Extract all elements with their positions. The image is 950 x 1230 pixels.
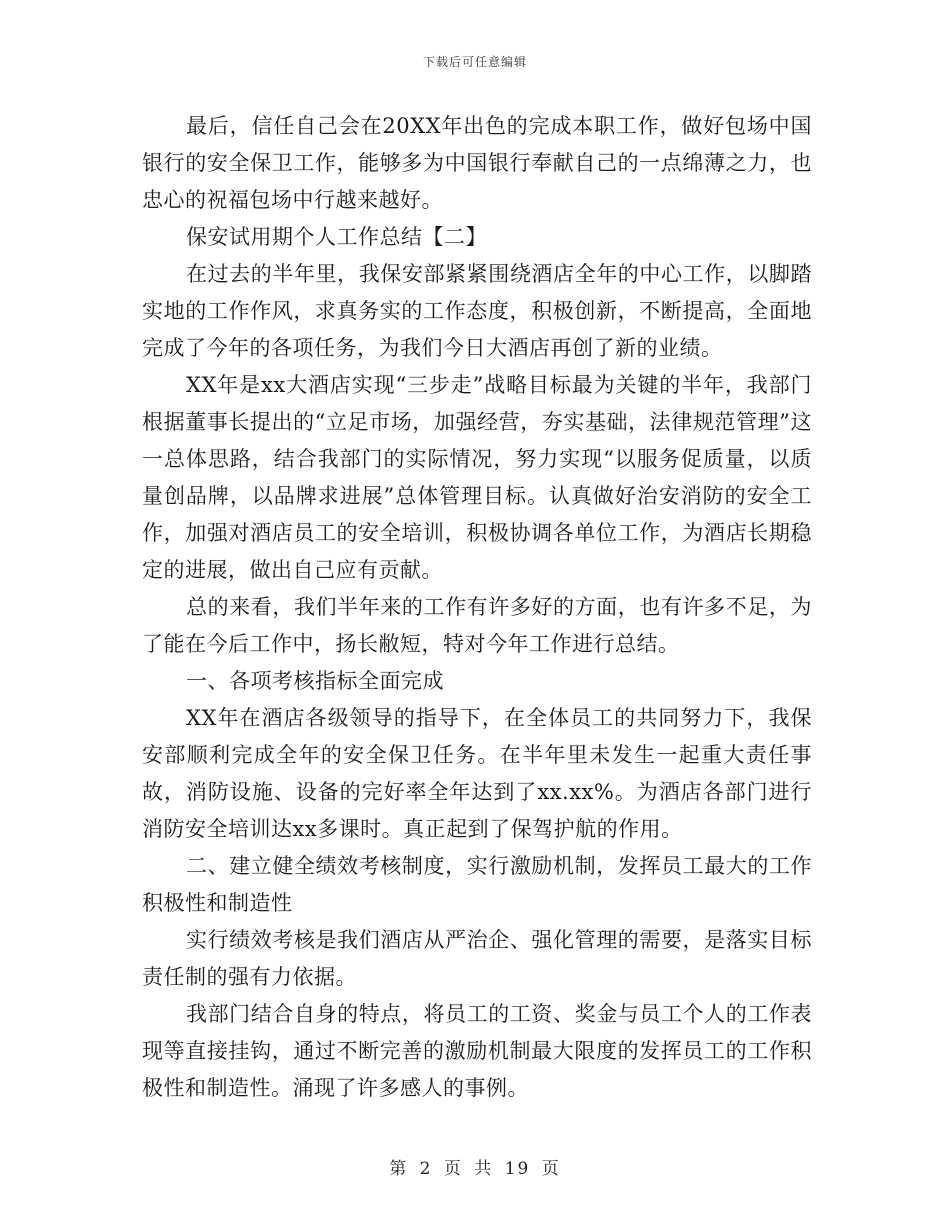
header-note: 下载后可任意编辑 [422, 55, 527, 69]
paragraph-summary: 总的来看，我们半年来的工作有许多好的方面，也有许多不足，为了能在今后工作中，扬长敝短，特对今年工作进行总结。 [142, 595, 812, 656]
paragraph-targets: XX年在酒店各级领导的指导下，在全体员工的共同努力下，我保安部顺利完成全年的安全保卫任务。在半年里未发生一起重大责任事故，消防设施、设备的完好率全年达到了xx.xx%。为酒店各部门进行消防安全培训达xx多课时。真正起到了保驾护航的作用。 [142, 706, 812, 841]
paragraph-intro: 在过去的半年里，我保安部紧紧围绕酒店全年的中心工作，以脚踏实地的工作作风，求真务实的工作态度，积极创新，不断提高，全面地完成了今年的各项任务，为我们今日大酒店再创了新的业绩。 [142, 262, 812, 360]
paragraph-closing: 最后，信任自己会在20XX年出色的完成本职工作，做好包场中国银行的安全保卫工作，能够多为中国银行奉献自己的一点绵薄之力，也忠心的祝福包场中行越来越好。 [142, 114, 812, 212]
heading-one: 一、各项考核指标全面完成 [186, 669, 444, 693]
section-title: 保安试用期个人工作总结【二】 [186, 225, 487, 249]
paragraph-incentives: 我部门结合自身的特点，将员工的工资、奖金与员工个人的工作表现等直接挂钩，通过不断完善的激励机制最大限度的发挥员工的工作积极性和制造性。涌现了许多感人的事例。 [142, 1002, 812, 1100]
heading-two: 二、建立健全绩效考核制度，实行激励机制，发挥员工最大的工作积极性和制造性 [142, 854, 812, 915]
paragraph-strategy: XX年是xx大酒店实现“三步走”战略目标最为关键的半年，我部门根据董事长提出的“立足市场，加强经营，夯实基础，法律规范管理”这一总体思路，结合我部门的实际情况，努力实现“以服务促质量，以质量创品牌，以品牌求进展”总体管理目标。认真做好治安消防的安全工作，加强对酒店员工的安全培训，积极协调各单位工作，为酒店长期稳定的进展，做出自己应有贡献。 [142, 373, 812, 582]
paragraph-assessment: 实行绩效考核是我们酒店从严治企、强化管理的需要，是落实目标责任制的强有力依据。 [142, 928, 812, 989]
document-body [142, 108, 812, 1107]
page-number: 第 2 页 共 19 页 [389, 1159, 561, 1179]
